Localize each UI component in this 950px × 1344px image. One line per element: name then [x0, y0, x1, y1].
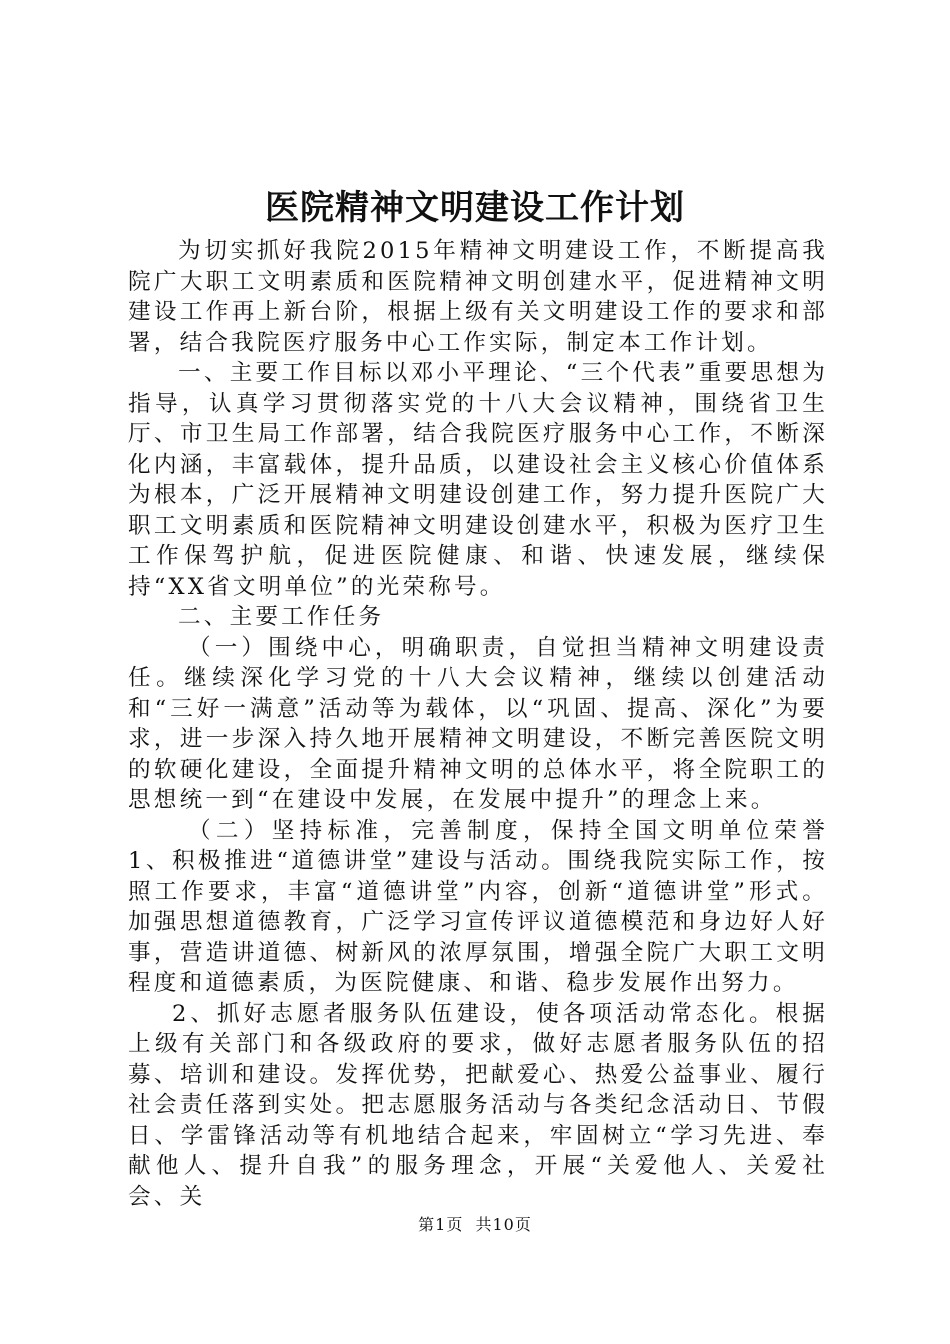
subsection-one-paragraph: （一）围绕中心，明确职责，自觉担当精神文明建设责任。继续深化学习党的十八大会议精神，继续以创建活动和“三好一满意”活动等为载体，以“巩固、提高、深化”为要求，进一步深入持久地开展精神文明建设，不断完善医院文明的软硬化建设，全面提升精神文明的总体水平，将全院职工的思想统一到“在建设中发展，在发展中提升”的理念上来。	[128, 634, 828, 813]
page-number: 第1页	[418, 1215, 464, 1234]
intro-paragraph: 为切实抓好我院2015年精神文明建设工作，不断提高我院广大职工文明素质和医院精神文明创建水平，促进精神文明建设工作再上新台阶，根据上级有关文明建设工作的要求和部署，结合我院医疗服务中心工作实际，制定本工作计划。	[128, 238, 828, 356]
document-title: 医院精神文明建设工作计划	[265, 188, 685, 228]
subsection-two-paragraph: （二）坚持标准，完善制度，保持全国文明单位荣誉 1、积极推进“道德讲堂”建设与活动。围绕我院实际工作，按照工作要求，丰富“道德讲堂”内容，创新“道德讲堂”形式。加强思想道德教育，广泛学习宣传评议道德模范和身边好人好事，营造讲道德、树新风的浓厚氛围，增强全院广大职工文明程度和道德素质，为医院健康、和谐、稳步发展作出努力。	[128, 817, 828, 996]
page-footer	[0, 1214, 950, 1236]
section-one-paragraph: 一、主要工作目标以邓小平理论、“三个代表”重要思想为指导，认真学习贯彻落实党的十八大会议精神，围绕省卫生厅、市卫生局工作部署，结合我院医疗服务中心工作，不断深化内涵，丰富载体，提升品质，以建设社会主义核心价值体系为根本，广泛开展精神文明建设创建工作，努力提升医院广大职工文明素质和医院精神文明建设创建水平，积极为医疗卫生工作保驾护航，促进医院健康、和谐、快速发展，继续保持“XX省文明单位”的光荣称号。	[128, 360, 828, 600]
document-body	[128, 236, 828, 1212]
item-two-paragraph: 2、抓好志愿者服务队伍建设，使各项活动常态化。根据上级有关部门和各级政府的要求，做好志愿者服务队伍的招募、培训和建设。发挥优势，把献爱心、热爱公益事业、履行社会责任落到实处。把志愿服务活动与各类纪念活动日、节假日、学雷锋活动等有机地结合起来，牢固树立“学习先进、奉献他人、提升自我”的服务理念，开展“关爱他人、关爱社会、关	[128, 1000, 828, 1210]
section-two-heading: 二、主要工作任务	[178, 604, 385, 630]
total-pages: 共10页	[475, 1215, 532, 1234]
